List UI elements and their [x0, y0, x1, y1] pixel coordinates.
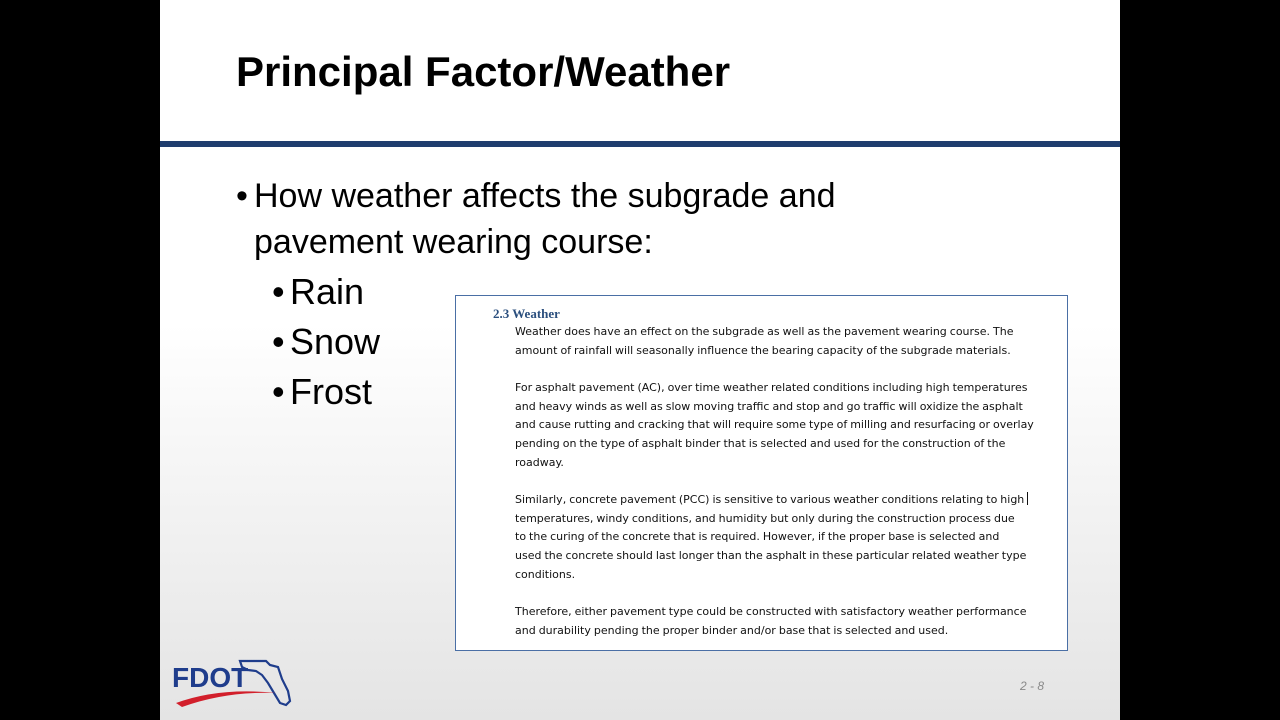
document-line: and durability pending the proper binder and/or base that is selected and used.	[515, 623, 949, 637]
document-line: used the concrete should last longer than the asphalt in these particular related weather type	[515, 549, 1027, 563]
sub-bullet-rain	[272, 267, 380, 317]
document-paragraph-4	[515, 603, 1027, 640]
main-bullet-line-2: pavement wearing course:	[254, 223, 653, 261]
text-cursor	[1027, 492, 1028, 505]
document-line: and heavy winds as well as slow moving traffic and stop and go traffic will oxidize the asphalt	[515, 399, 1023, 413]
title-divider	[160, 141, 1120, 147]
bullet-glyph: •	[272, 321, 285, 362]
document-line: amount of rainfall will seasonally influence the bearing capacity of the subgrade materials.	[515, 343, 1011, 357]
florida-state-outline-icon	[170, 653, 294, 709]
document-line: conditions.	[515, 567, 576, 581]
document-line-with-cursor	[515, 491, 1025, 510]
bullet-glyph: •	[272, 371, 285, 412]
sub-bullet-label: Rain	[290, 271, 365, 312]
document-excerpt	[455, 295, 1068, 651]
bullet-glyph: •	[272, 271, 285, 312]
document-paragraph-3	[515, 491, 1027, 585]
sub-bullet-label: Snow	[290, 321, 381, 362]
logo-text: FDOT	[172, 662, 249, 693]
document-line: Therefore, either pavement type could be constructed with satisfactory weather performance	[515, 605, 1027, 618]
sub-bullet-frost	[272, 367, 380, 417]
document-paragraph-2	[515, 379, 1034, 473]
document-line: to the curing of the concrete that is required. However, if the proper base is selected and	[515, 530, 1000, 544]
sub-bullet-list	[272, 267, 380, 417]
page-number: 2 - 8	[1020, 679, 1045, 693]
sub-bullet-snow	[272, 317, 380, 367]
sub-bullet-label: Frost	[290, 371, 373, 412]
document-line: roadway.	[515, 455, 564, 469]
document-line: For asphalt pavement (AC), over time weather related conditions including high temperatures	[515, 381, 1028, 394]
bullet-glyph: •	[236, 177, 248, 215]
document-line: Weather does have an effect on the subgrade as well as the pavement wearing course. The	[515, 325, 1014, 338]
main-bullet	[236, 173, 936, 265]
document-line: temperatures, windy conditions, and humidity but only during the construction process due	[515, 511, 1015, 525]
fdot-logo	[170, 653, 294, 709]
slide-title: Principal Factor/Weather	[236, 48, 731, 95]
slide	[160, 0, 1120, 720]
document-line: Similarly, concrete pavement (PCC) is sensitive to various weather conditions relating to high	[515, 493, 1025, 506]
document-line: pending on the type of asphalt binder that is selected and used for the construction of the	[515, 437, 1006, 451]
document-heading: 2.3 Weather	[493, 306, 560, 321]
main-bullet-line-1: How weather affects the subgrade and	[254, 177, 836, 215]
document-line: and cause rutting and cracking that will require some type of milling and resurfacing or overlay	[515, 418, 1034, 432]
main-bullet-text	[254, 173, 936, 265]
document-paragraph-1	[515, 323, 1020, 360]
